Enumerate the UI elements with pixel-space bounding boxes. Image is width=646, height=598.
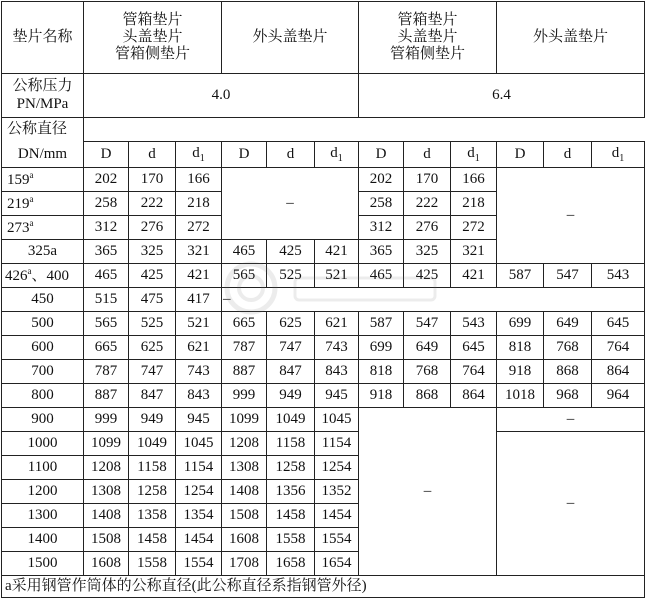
dn-cell: 1500 bbox=[2, 552, 84, 576]
value-cell: 202 bbox=[84, 168, 129, 192]
gasket-name-header: 垫片名称 bbox=[2, 2, 84, 74]
value-cell: 465 bbox=[222, 240, 267, 264]
value-cell: 421 bbox=[176, 264, 222, 288]
value-cell: 1208 bbox=[84, 456, 129, 480]
value-cell: 1354 bbox=[176, 504, 222, 528]
pressure-value-b: 6.4 bbox=[359, 74, 645, 118]
value-cell: 1099 bbox=[222, 408, 267, 432]
value-cell: 1154 bbox=[315, 432, 359, 456]
pressure-value-a: 4.0 bbox=[84, 74, 359, 118]
pressure-label bbox=[2, 74, 84, 118]
value-cell: 1558 bbox=[129, 552, 176, 576]
col-d1-4: $d_1$ bbox=[592, 142, 645, 168]
value-cell: 1454 bbox=[176, 528, 222, 552]
value-cell: 1458 bbox=[129, 528, 176, 552]
value-cell: 843 bbox=[315, 360, 359, 384]
group1-line-2: 头盖垫片 bbox=[122, 28, 183, 45]
value-cell: 587 bbox=[497, 264, 544, 288]
value-cell: 272 bbox=[451, 216, 497, 240]
value-cell: 887 bbox=[84, 384, 129, 408]
value-cell: 465 bbox=[84, 264, 129, 288]
value-cell: 222 bbox=[404, 192, 451, 216]
value-cell: 258 bbox=[84, 192, 129, 216]
value-cell: 768 bbox=[404, 360, 451, 384]
dn-cell: 219$^a$ bbox=[2, 192, 84, 216]
footnote: a采用钢管作筒体的公称直径(此公称直径系指钢管外径) bbox=[2, 576, 645, 598]
value-cell: 764 bbox=[451, 360, 497, 384]
value-cell: 918 bbox=[497, 360, 544, 384]
value-cell: 1018 bbox=[497, 384, 544, 408]
value-cell: 868 bbox=[404, 384, 451, 408]
value-cell: 1154 bbox=[176, 456, 222, 480]
value-cell: 1158 bbox=[129, 456, 176, 480]
col-D-1: D bbox=[84, 142, 129, 168]
value-cell: 665 bbox=[222, 312, 267, 336]
col-d-4: d bbox=[544, 142, 592, 168]
value-cell: 1608 bbox=[222, 528, 267, 552]
col-d-2: d bbox=[267, 142, 315, 168]
value-cell: 1408 bbox=[84, 504, 129, 528]
dn-cell: 800 bbox=[2, 384, 84, 408]
value-cell: 645 bbox=[592, 312, 645, 336]
value-cell: 1352 bbox=[315, 480, 359, 504]
value-cell: 272 bbox=[176, 216, 222, 240]
value-cell: 968 bbox=[544, 384, 592, 408]
value-cell: 312 bbox=[84, 216, 129, 240]
value-cell: 625 bbox=[267, 312, 315, 336]
value-cell: 818 bbox=[497, 336, 544, 360]
value-cell: 202 bbox=[359, 168, 404, 192]
dn-cell: 426$^a$、400 bbox=[2, 264, 84, 288]
value-cell: 1254 bbox=[176, 480, 222, 504]
row-450-dash-cell: – bbox=[222, 288, 645, 312]
value-cell: 864 bbox=[592, 360, 645, 384]
value-cell: 218 bbox=[176, 192, 222, 216]
dn-cell: 1100 bbox=[2, 456, 84, 480]
dn-label: 公称直径 bbox=[2, 118, 84, 142]
col-d1-1: $d_1$ bbox=[176, 142, 222, 168]
value-cell: 787 bbox=[84, 360, 129, 384]
dn-unit: DN/mm bbox=[2, 142, 84, 168]
value-cell: 1508 bbox=[84, 528, 129, 552]
dn-cell: 1400 bbox=[2, 528, 84, 552]
value-cell: 170 bbox=[404, 168, 451, 192]
value-cell: 417 bbox=[176, 288, 222, 312]
value-cell: 649 bbox=[404, 336, 451, 360]
value-cell: 312 bbox=[359, 216, 404, 240]
group3-line-1: 管箱垫片 bbox=[397, 11, 458, 28]
value-cell: 1454 bbox=[315, 504, 359, 528]
value-cell: 949 bbox=[267, 384, 315, 408]
value-cell: 1045 bbox=[315, 408, 359, 432]
value-cell: 421 bbox=[315, 240, 359, 264]
value-cell: 918 bbox=[359, 384, 404, 408]
value-cell: 699 bbox=[497, 312, 544, 336]
value-cell: 843 bbox=[176, 384, 222, 408]
value-cell: 1508 bbox=[222, 504, 267, 528]
value-cell: 945 bbox=[315, 384, 359, 408]
value-cell: 868 bbox=[544, 360, 592, 384]
value-cell: 1258 bbox=[267, 456, 315, 480]
dn-cell: 500 bbox=[2, 312, 84, 336]
value-cell: 1258 bbox=[129, 480, 176, 504]
value-cell: 964 bbox=[592, 384, 645, 408]
value-cell: 587 bbox=[359, 312, 404, 336]
value-cell: 649 bbox=[544, 312, 592, 336]
value-cell: 1208 bbox=[222, 432, 267, 456]
value-cell: 1308 bbox=[84, 480, 129, 504]
group4-header: 外头盖垫片 bbox=[497, 2, 645, 74]
group3-line-2: 头盖垫片 bbox=[397, 28, 458, 45]
value-cell: 425 bbox=[267, 240, 315, 264]
col-D-3: D bbox=[359, 142, 404, 168]
group4-dash-cell: – bbox=[497, 168, 645, 264]
value-cell: 818 bbox=[359, 360, 404, 384]
value-cell: 864 bbox=[451, 384, 497, 408]
value-cell: 425 bbox=[404, 264, 451, 288]
value-cell: 325 bbox=[129, 240, 176, 264]
group4-dash-cell-900: – bbox=[497, 408, 645, 432]
col-d1-2: $d_1$ bbox=[315, 142, 359, 168]
value-cell: 521 bbox=[176, 312, 222, 336]
value-cell: 1358 bbox=[129, 504, 176, 528]
dn-cell: 159$^a$ bbox=[2, 168, 84, 192]
value-cell: 887 bbox=[222, 360, 267, 384]
dn-cell: 900 bbox=[2, 408, 84, 432]
value-cell: 1045 bbox=[176, 432, 222, 456]
value-cell: 1408 bbox=[222, 480, 267, 504]
value-cell: 1554 bbox=[176, 552, 222, 576]
value-cell: 1049 bbox=[267, 408, 315, 432]
value-cell: 764 bbox=[592, 336, 645, 360]
value-cell: 166 bbox=[451, 168, 497, 192]
value-cell: 665 bbox=[84, 336, 129, 360]
value-cell: 1708 bbox=[222, 552, 267, 576]
value-cell: 999 bbox=[222, 384, 267, 408]
value-cell: 747 bbox=[267, 336, 315, 360]
value-cell: 276 bbox=[129, 216, 176, 240]
dn-cell: 700 bbox=[2, 360, 84, 384]
group3-header bbox=[359, 2, 497, 74]
value-cell: 621 bbox=[176, 336, 222, 360]
value-cell: 747 bbox=[129, 360, 176, 384]
dn-cell: 273$^a$ bbox=[2, 216, 84, 240]
value-cell: 1049 bbox=[129, 432, 176, 456]
dn-cell: 450 bbox=[2, 288, 84, 312]
dn-cell: 1200 bbox=[2, 480, 84, 504]
value-cell: 365 bbox=[84, 240, 129, 264]
value-cell: 1356 bbox=[267, 480, 315, 504]
group4-dash-cell-large: – bbox=[497, 432, 645, 576]
value-cell: 365 bbox=[359, 240, 404, 264]
group2-dash-cell: – bbox=[222, 168, 359, 240]
value-cell: 166 bbox=[176, 168, 222, 192]
value-cell: 645 bbox=[451, 336, 497, 360]
value-cell: 621 bbox=[315, 312, 359, 336]
value-cell: 170 bbox=[129, 168, 176, 192]
gasket-dimension-table bbox=[1, 1, 645, 598]
value-cell: 525 bbox=[267, 264, 315, 288]
value-cell: 521 bbox=[315, 264, 359, 288]
value-cell: 515 bbox=[84, 288, 129, 312]
group3-line-3: 管箱侧垫片 bbox=[389, 46, 465, 63]
value-cell: 945 bbox=[176, 408, 222, 432]
value-cell: 276 bbox=[404, 216, 451, 240]
value-cell: 743 bbox=[315, 336, 359, 360]
value-cell: 1099 bbox=[84, 432, 129, 456]
value-cell: 699 bbox=[359, 336, 404, 360]
col-d-1: d bbox=[129, 142, 176, 168]
value-cell: 543 bbox=[592, 264, 645, 288]
dn-cell: 325a bbox=[2, 240, 84, 264]
value-cell: 999 bbox=[84, 408, 129, 432]
value-cell: 421 bbox=[451, 264, 497, 288]
value-cell: 425 bbox=[129, 264, 176, 288]
value-cell: 1658 bbox=[267, 552, 315, 576]
pressure-label-line-2: PN/MPa bbox=[16, 95, 69, 112]
value-cell: 218 bbox=[451, 192, 497, 216]
value-cell: 847 bbox=[267, 360, 315, 384]
value-cell: 847 bbox=[129, 384, 176, 408]
value-cell: 321 bbox=[451, 240, 497, 264]
value-cell: 1158 bbox=[267, 432, 315, 456]
value-cell: 258 bbox=[359, 192, 404, 216]
value-cell: 525 bbox=[129, 312, 176, 336]
value-cell: 1608 bbox=[84, 552, 129, 576]
group1-line-3: 管箱侧垫片 bbox=[114, 46, 190, 63]
value-cell: 547 bbox=[544, 264, 592, 288]
col-D-2: D bbox=[222, 142, 267, 168]
value-cell: 1558 bbox=[267, 528, 315, 552]
group1-header bbox=[84, 2, 222, 74]
value-cell: 1458 bbox=[267, 504, 315, 528]
dn-cell: 1000 bbox=[2, 432, 84, 456]
value-cell: 1254 bbox=[315, 456, 359, 480]
dn-label-spacer bbox=[84, 118, 645, 142]
value-cell: 565 bbox=[84, 312, 129, 336]
value-cell: 1308 bbox=[222, 456, 267, 480]
value-cell: 743 bbox=[176, 360, 222, 384]
value-cell: 222 bbox=[129, 192, 176, 216]
group3-dash-cell: – bbox=[359, 408, 497, 576]
col-d1-3: $d_1$ bbox=[451, 142, 497, 168]
value-cell: 625 bbox=[129, 336, 176, 360]
value-cell: 543 bbox=[451, 312, 497, 336]
group2-header: 外头盖垫片 bbox=[222, 2, 359, 74]
col-d-3: d bbox=[404, 142, 451, 168]
value-cell: 1554 bbox=[315, 528, 359, 552]
value-cell: 475 bbox=[129, 288, 176, 312]
value-cell: 768 bbox=[544, 336, 592, 360]
col-D-4: D bbox=[497, 142, 544, 168]
group1-line-1: 管箱垫片 bbox=[122, 11, 183, 28]
value-cell: 465 bbox=[359, 264, 404, 288]
dn-cell: 1300 bbox=[2, 504, 84, 528]
value-cell: 949 bbox=[129, 408, 176, 432]
value-cell: 787 bbox=[222, 336, 267, 360]
value-cell: 321 bbox=[176, 240, 222, 264]
value-cell: 565 bbox=[222, 264, 267, 288]
value-cell: 325 bbox=[404, 240, 451, 264]
value-cell: 1654 bbox=[315, 552, 359, 576]
value-cell: 547 bbox=[404, 312, 451, 336]
pressure-label-line-1: 公称压力 bbox=[12, 78, 73, 95]
dn-cell: 600 bbox=[2, 336, 84, 360]
